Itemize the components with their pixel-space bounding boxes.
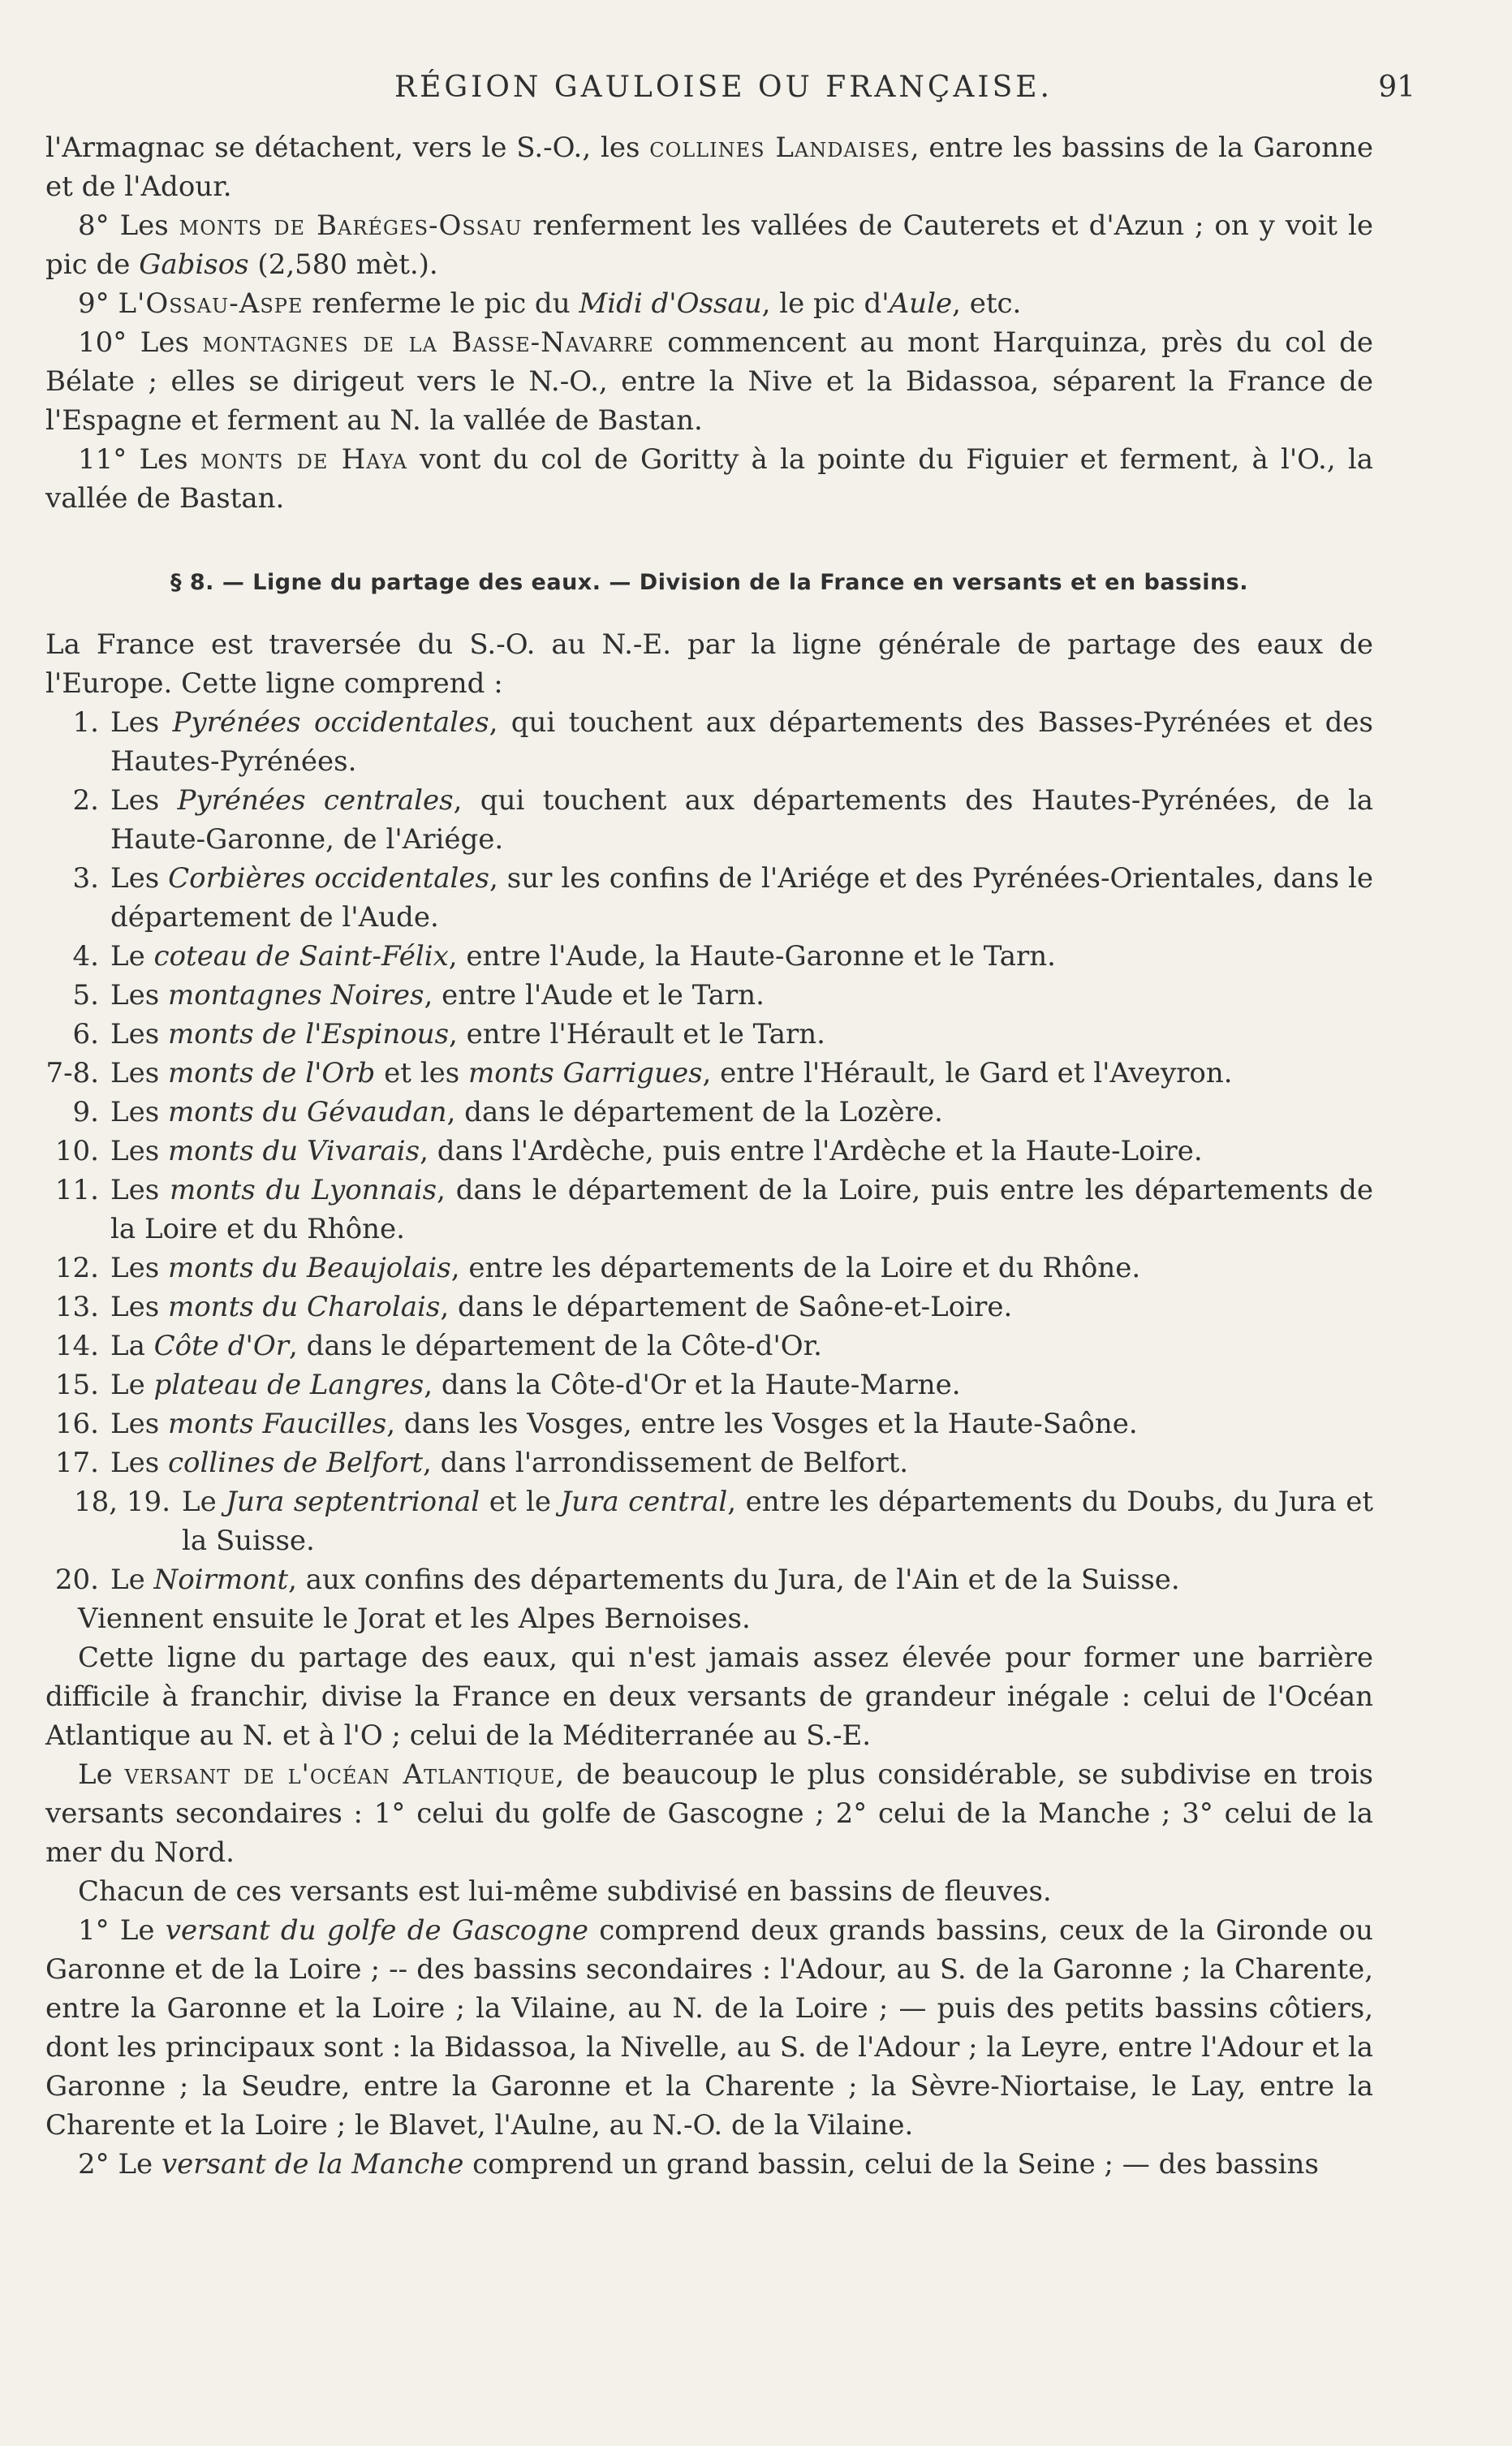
list-item: 13. Les monts du Charolais, dans le département de Saône-et-Loire. xyxy=(54,1291,1013,1323)
list-item: 14. La Côte d'Or, dans le département de la Côte-d'Or. xyxy=(54,1330,822,1362)
paragraph-manche: 2° Le versant de la Manche comprend un grand bassin, celui de la Seine ; — des bassins xyxy=(78,2148,1319,2181)
list-item: 4. Le coteau de Saint-Félix, entre l'Aude, la Haute-Garonne et le Tarn. xyxy=(72,940,1056,973)
list-item: 15. Le plateau de Langres, dans la Côte-d'Or et la Haute-Marne. xyxy=(54,1369,961,1401)
list-item: 20. Le Noirmont, aux confins des départements du Jura, de l'Ain et de la Suisse. xyxy=(54,1564,1180,1596)
paragraph-bareges-ossau: 8° Les monts de Baréges-Ossau renferment les vallées de Cauterets et d'Azun ; on y voit le pic de Gabisos (2,580 mèt.). xyxy=(45,209,1373,281)
list-item: 3. Les Corbières occidentales, sur les confins de l'Ariége et des Pyrénées-Orientales, dans le département de l'Aude. xyxy=(72,862,1373,934)
paragraph-ossau-aspe: 9° L'Ossau-Aspe renferme le pic du Midi d'Ossau, le pic d'Aule, etc. xyxy=(78,287,1022,320)
list-item: 12. Les monts du Beaujolais, entre les départements de la Loire et du Rhône. xyxy=(54,1252,1141,1284)
page-title: RÉGION GAULOISE OU FRANÇAISE. xyxy=(394,71,1053,104)
page-number: 91 xyxy=(1378,71,1415,104)
list-item: 5. Les montagnes Noires, entre l'Aude et le Tarn. xyxy=(72,979,765,1012)
list-item: 1. Les Pyrénées occidentales, qui touchent aux départements des Basses-Pyrénées et des Hautes-Pyrénées. xyxy=(72,706,1373,778)
section-heading: § 8. — Ligne du partage des eaux. — Division de la France en versants et en bassins. xyxy=(170,570,1248,595)
list-item: 9. Les monts du Gévaudan, dans le département de la Lozère. xyxy=(72,1096,943,1128)
paragraph-intro: La France est traversée du S.-O. au N.-E. par la ligne générale de partage des eaux de l'Europe. Cette ligne comprend : xyxy=(45,628,1373,700)
paragraph-atlantic: Le versant de l'océan Atlantique, de beaucoup le plus considérable, se subdivise en trois versants secondaires : 1° celui du golfe de Gascogne ; 2° celui de la Manche ; 3° celui de la mer du Nord. xyxy=(45,1758,1373,1869)
list-item: 11. Les monts du Lyonnais, dans le département de la Loire, puis entre les départements de la Loire et du Rhône. xyxy=(54,1174,1374,1245)
paragraph-basse-navarre: 10° Les montagnes de la Basse-Navarre commencent au mont Harquinza, près du col de Bélate ; elles se dirigeut vers le N.-O., entre la Nive et la Bidassoa, séparent la France de l'Espagne et ferment au N. la vallée de Bastan. xyxy=(45,326,1373,437)
running-head xyxy=(45,65,1415,114)
watershed-list xyxy=(45,703,1373,1599)
document-page xyxy=(45,65,1415,2184)
list-item: 10. Les monts du Vivarais, dans l'Ardèche, puis entre l'Ardèche et la Haute-Loire. xyxy=(54,1135,1203,1167)
list-item: 16. Les monts Faucilles, dans les Vosges, entre les Vosges et la Haute-Saône. xyxy=(54,1408,1138,1440)
paragraph-divide: Cette ligne du partage des eaux, qui n'est jamais assez élevée pour former une barrière difficile à franchir, divise la France en deux versants de grandeur inégale : celui de l'Océan Atlantique au N. et à l'O ; celui de la Méditerranée au S.-E. xyxy=(45,1641,1373,1752)
paragraph-subdivision: Chacun de ces versants est lui-même subdivisé en bassins de fleuves. xyxy=(78,1875,1052,1908)
list-item: 7-8. Les monts de l'Orb et les monts Garrigues, entre l'Hérault, le Gard et l'Aveyron. xyxy=(45,1057,1233,1089)
list-item: 2. Les Pyrénées centrales, qui touchent aux départements des Hautes-Pyrénées, de la Haute-Garonne, de l'Ariége. xyxy=(72,784,1373,856)
list-item: 6. Les monts de l'Espinous, entre l'Hérault et le Tarn. xyxy=(72,1018,825,1050)
paragraph-after-list: Viennent ensuite le Jorat et les Alpes Bernoises. xyxy=(78,1603,751,1635)
list-item: 18, 19. Le Jura septentrional et le Jura central, entre les départements du Doubs, du Jura et la Suisse. xyxy=(74,1486,1373,1557)
paragraph-gascogne: 1° Le versant du golfe de Gascogne comprend deux grands bassins, ceux de la Gironde ou Garonne et de la Loire ; -- des bassins secondaires : l'Adour, au S. de la Garonne ; la Charente, entre la Garonne et la Loire ; la Vilaine, au N. de la Loire ; — puis des petits bassins côtiers, dont les principaux sont : la Bidassoa, la Nivelle, au S. de l'Adour ; la Leyre, entre l'Adour et la Garonne ; la Seudre, entre la Garonne et la Charente ; la Sèvre-Niortaise, le Lay, entre la Charente et la Loire ; le Blavet, l'Aulne, au N.-O. de la Vilaine. xyxy=(45,1914,1373,2142)
paragraph-haya: 11° Les monts de Haya vont du col de Goritty à la pointe du Figuier et ferment, à l'O., la vallée de Bastan. xyxy=(45,443,1373,515)
paragraph-armagnac: l'Armagnac se détachent, vers le S.-O., les collines Landaises, entre les bassins de la Garonne et de l'Adour. xyxy=(45,132,1374,203)
list-item: 17. Les collines de Belfort, dans l'arrondissement de Belfort. xyxy=(54,1447,909,1479)
